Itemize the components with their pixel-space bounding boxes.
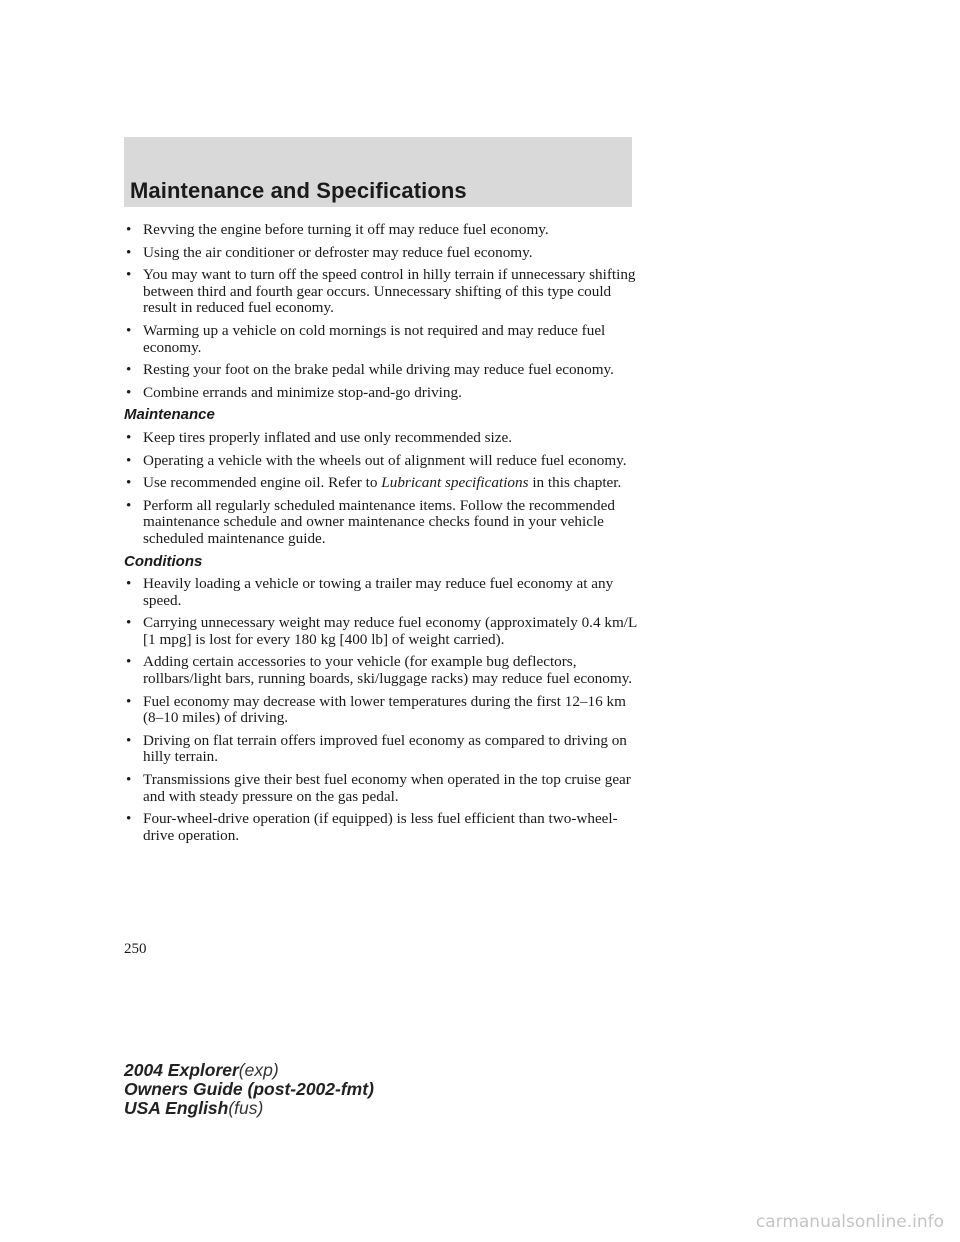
page-title: Maintenance and Specifications: [130, 178, 467, 203]
bullet-icon: •: [126, 383, 132, 401]
bullet-icon: •: [126, 474, 132, 492]
lubricant-specifications-reference: Lubricant specifications: [381, 474, 529, 492]
maintenance-heading: Maintenance: [124, 406, 215, 424]
bullet-icon: •: [126, 243, 132, 261]
bullet-icon: •: [126, 361, 132, 379]
list-item: • Combine errands and minimize stop-and-go driving.: [126, 383, 462, 401]
bullet-icon: •: [126, 428, 132, 446]
list-item: • Transmissions give their best fuel economy when operated in the top cruise gear and with steady pressure on the gas pedal.: [126, 771, 631, 805]
bullet-icon: •: [126, 451, 132, 469]
bullet-icon: •: [126, 653, 132, 671]
bullet-icon: •: [126, 771, 132, 789]
list-item: • Revving the engine before turning it off may reduce fuel economy.: [126, 221, 549, 238]
conditions-heading: Conditions: [124, 552, 203, 570]
bullet-icon: •: [126, 221, 132, 238]
page-number: 250: [124, 941, 147, 957]
list-item: • Keep tires properly inflated and use only recommended size.: [126, 428, 513, 446]
list-item: • You may want to turn off the speed control in hilly terrain if unnecessary shifting between third and fourth gear occurs. Unnecessary shifting of this type could result in reduced fuel economy.: [126, 266, 636, 317]
bullet-icon: •: [126, 575, 132, 593]
list-item: • Warming up a vehicle on cold mornings is not required and may reduce fuel economy.: [126, 321, 606, 356]
maintenance-list: [124, 430, 640, 548]
list-item: • Use recommended engine oil. Refer to Lubricant specifications in this chapter.: [126, 474, 622, 492]
list-item: • Driving on flat terrain offers improved fuel economy as compared to driving on hilly terrain.: [126, 731, 627, 766]
site-watermark: carmanualsonline.info: [755, 1212, 944, 1232]
list-item: • Four-wheel-drive operation (if equipped) is less fuel efficient than two-wheel-drive operation.: [126, 810, 618, 844]
list-item: • Operating a vehicle with the wheels out of alignment will reduce fuel economy.: [126, 451, 627, 469]
bullet-icon: •: [126, 321, 132, 339]
list-item: • Heavily loading a vehicle or towing a trailer may reduce fuel economy at any speed.: [126, 575, 614, 609]
footer-guide-line: Owners Guide (post-2002-fmt): [124, 1079, 374, 1099]
list-item: • Fuel economy may decrease with lower temperatures during the first 12–16 km (8–10 miles) of driving.: [126, 692, 626, 727]
bullet-icon: •: [126, 614, 132, 632]
list-item: • Perform all regularly scheduled maintenance items. Follow the recommended maintenance schedule and owner maintenance checks found in your vehicle scheduled maintenance guide.: [126, 496, 615, 547]
document-footer: [124, 1061, 374, 1118]
footer-model-line: 2004 Explorer(exp): [124, 1060, 279, 1080]
conditions-list: [124, 576, 640, 844]
bullet-icon: •: [126, 496, 132, 514]
list-item: • Carrying unnecessary weight may reduce fuel economy (approximately 0.4 km/L [1 mpg] is lost for every 180 kg [400 lb] of weight carried).: [126, 614, 637, 648]
list-item: • Using the air conditioner or defroster may reduce fuel economy.: [126, 243, 533, 261]
bullet-icon: •: [126, 692, 132, 710]
main-content: [124, 222, 640, 850]
list-item: • Resting your foot on the brake pedal while driving may reduce fuel economy.: [126, 361, 614, 379]
list-item: • Adding certain accessories to your vehicle (for example bug deflectors, rollbars/light bars, running boards, ski/luggage racks) may reduce fuel economy.: [126, 653, 633, 688]
bullet-icon: •: [126, 810, 132, 828]
bullet-icon: •: [126, 731, 132, 749]
footer-language-line: USA English(fus): [124, 1098, 264, 1118]
bullet-icon: •: [126, 266, 132, 284]
tips-list: [124, 222, 640, 401]
